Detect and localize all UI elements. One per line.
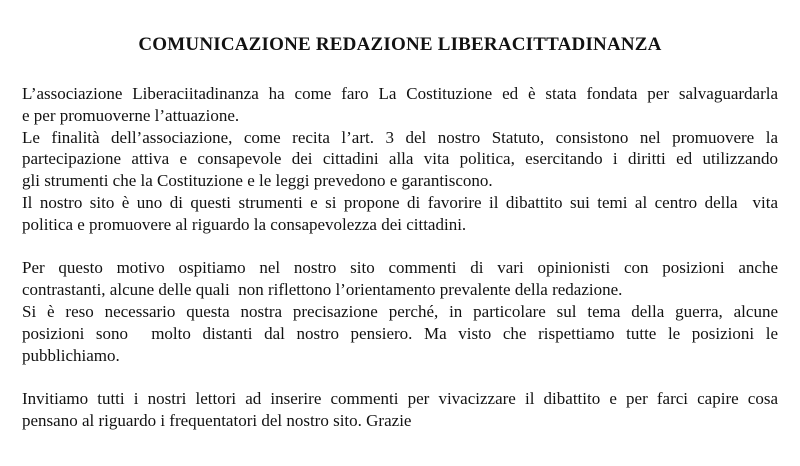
paragraph-statute-purpose xyxy=(22,127,778,192)
paragraph-invitation xyxy=(22,388,778,432)
text-line: Si è reso necessario questa nostra precisazione perché, in particolare sul tema della guerra, alcune xyxy=(22,301,778,321)
text-line: Invitiamo tutti i nostri lettori ad inserire commenti per vivacizzare il dibattito e per farci capire cosa xyxy=(22,389,778,409)
text-line: contrastanti, alcune delle quali non riflettono l’orientamento prevalente della redazione. xyxy=(22,280,623,300)
text-line: Le finalità dell’associazione, come recita l’art. 3 del nostro Statuto, consistono nel promuovere la xyxy=(22,127,778,147)
paragraph-site-purpose xyxy=(22,192,778,236)
text-line: Il nostro sito è uno di questi strumenti e si propone di favorire il dibattito sui temi al centro della vita xyxy=(22,192,778,212)
paragraph-association-intro xyxy=(22,83,778,127)
text-line: posizioni sono molto distanti dal nostro pensiero. Ma visto che rispettiamo tutte le posizioni le xyxy=(22,323,778,343)
text-line: L’associazione Liberaciitadinanza ha come faro La Costituzione ed è stata fondata per salvaguardarla xyxy=(22,84,778,103)
text-line: partecipazione attiva e consapevole dei cittadini alla vita politica, esercitando i diritti ed utilizzando xyxy=(22,149,778,169)
paragraph-opinionists xyxy=(22,257,778,301)
text-line: politica e promuovere al riguardo la consapevolezza dei cittadini. xyxy=(22,214,467,234)
text-line: e per promuoverne l’attuazione. xyxy=(22,105,240,125)
text-line: gli strumenti che la Costituzione e le leggi prevedono e garantiscono. xyxy=(22,171,493,191)
text-line: pensano al riguardo i frequentatori del nostro sito. Grazie xyxy=(22,410,412,430)
text-line: Per questo motivo ospitiamo nel nostro sito commenti di vari opinionisti con posizioni anche xyxy=(22,258,778,278)
paragraph-clarification xyxy=(22,301,778,366)
text-line: pubblichiamo. xyxy=(22,345,120,365)
document-title: COMUNICAZIONE REDAZIONE LIBERACITTADINANZA xyxy=(138,34,662,55)
